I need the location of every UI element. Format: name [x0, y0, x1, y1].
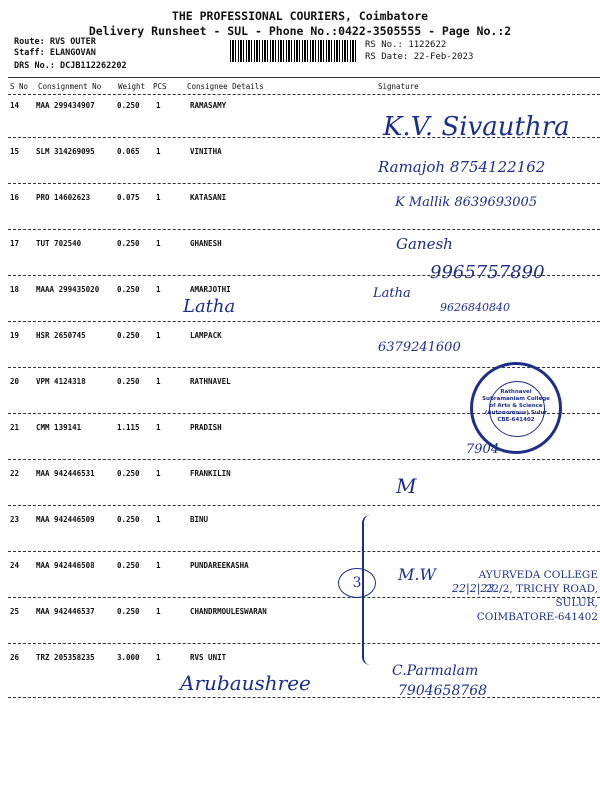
row-consignee: LAMPACK — [190, 331, 222, 340]
row-consignment: CMM 139141 — [36, 423, 82, 432]
phone-row-18: 9626840840 — [440, 301, 510, 314]
document-title: THE PROFESSIONAL COURIERS, Coimbatore — [171, 9, 429, 23]
row-consignee: AMARJOTHI — [190, 285, 231, 294]
row-sno: 24 — [10, 561, 20, 570]
seal-text: Rathnavel Subramaniam College of Arts & Science (Autonomous) Sulur CBE-641402 — [482, 389, 550, 423]
handwritten-name-row-18: Latha — [183, 296, 236, 317]
row-sno: 15 — [10, 147, 20, 156]
row-consignee: PUNDAREEKASHA — [190, 561, 249, 570]
row-weight: 0.250 — [117, 239, 140, 248]
row-consignment: TRZ 205358235 — [36, 653, 95, 662]
col-sno: S No — [10, 82, 29, 91]
row-sno: 18 — [10, 285, 20, 294]
staff-label: Staff: ELANGOVAN — [14, 48, 96, 58]
signature-row-21: 7904 — [466, 442, 500, 457]
row-consignment: MAA 299434907 — [36, 101, 95, 110]
row-consignment: TUT 702540 — [36, 239, 82, 248]
row-consignee: GHANESH — [190, 239, 222, 248]
circled-count: 3 — [338, 568, 376, 598]
row-consignment: MAA 942446531 — [36, 469, 95, 478]
row-consignee: KATASANI — [190, 193, 227, 202]
col-pcs: PCS — [153, 82, 167, 91]
signature-row-17: Ganesh — [396, 235, 453, 253]
row-consignment: MAA 942446509 — [36, 515, 95, 524]
signature-row-22: M — [396, 474, 417, 498]
row-sno: 20 — [10, 377, 20, 386]
row-consignee: CHANDRMOULESWARAN — [190, 607, 267, 616]
handwritten-name-row-26: Arubaushree — [180, 671, 311, 695]
stamp-line-3: SULUR, — [555, 597, 598, 609]
college-seal-stamp — [470, 362, 562, 454]
row-sno: 25 — [10, 607, 20, 616]
row-weight: 0.250 — [117, 469, 140, 478]
college-address-stamp — [440, 568, 598, 624]
signature-row-19: 6379241600 — [378, 340, 461, 355]
divider — [8, 77, 600, 78]
drs-number: DRS No.: DCJB112262202 — [14, 61, 127, 71]
row-sno: 16 — [10, 193, 20, 202]
stamp-line-4: COIMBATORE-641402 — [476, 611, 598, 623]
row-pcs: 1 — [156, 423, 161, 432]
row-weight: 3.000 — [117, 653, 140, 662]
row-consignee: VINITHA — [190, 147, 222, 156]
row-weight: 0.250 — [117, 377, 140, 386]
row-pcs: 1 — [156, 147, 161, 156]
row-consignment: HSR 2650745 — [36, 331, 86, 340]
route-label: Route: RVS OUTER — [14, 37, 96, 47]
row-weight: 0.065 — [117, 147, 140, 156]
row-divider — [8, 229, 600, 230]
row-consignment: MAA 942446537 — [36, 607, 95, 616]
row-divider — [8, 505, 600, 506]
divider — [8, 94, 600, 95]
row-pcs: 1 — [156, 515, 161, 524]
phone-row-26: 7904658768 — [398, 683, 488, 699]
document-subtitle: Delivery Runsheet - SUL - Phone No.:0422-3505555 - Page No.:2 — [88, 24, 512, 38]
barcode — [230, 40, 358, 62]
row-consignment: VPM 4124318 — [36, 377, 86, 386]
row-consignee: PRADISH — [190, 423, 222, 432]
col-consignee: Consignee Details — [187, 82, 264, 91]
signature-row-15: Ramajoh 8754122162 — [378, 158, 546, 176]
rs-number: RS No.: 1122622 — [365, 40, 447, 50]
row-weight: 0.250 — [117, 331, 140, 340]
stamp-line-2: 22/2, TRICHY ROAD, — [485, 583, 598, 595]
row-pcs: 1 — [156, 239, 161, 248]
row-weight: 1.115 — [117, 423, 140, 432]
row-pcs: 1 — [156, 101, 161, 110]
signature-row-14: K.V. Sivauthra — [383, 112, 570, 142]
row-consignment: PRO 14602623 — [36, 193, 91, 202]
row-consignee: BINU — [190, 515, 209, 524]
row-divider — [8, 321, 600, 322]
row-consignment: MAA 942446508 — [36, 561, 95, 570]
row-divider — [8, 459, 600, 460]
col-signature: Signature — [378, 82, 419, 91]
signature-row-24: M.W — [398, 565, 436, 584]
phone-row-17: 9965757890 — [430, 262, 545, 283]
row-weight: 0.075 — [117, 193, 140, 202]
row-weight: 0.250 — [117, 101, 140, 110]
row-consignment: MAAA 299435020 — [36, 285, 100, 294]
row-consignee: RVS UNIT — [190, 653, 227, 662]
row-pcs: 1 — [156, 469, 161, 478]
row-consignee: RAMASAMY — [190, 101, 227, 110]
col-consignment: Consignment No — [38, 82, 102, 91]
row-sno: 17 — [10, 239, 20, 248]
row-divider — [8, 551, 600, 552]
row-pcs: 1 — [156, 561, 161, 570]
row-pcs: 1 — [156, 607, 161, 616]
row-weight: 0.250 — [117, 607, 140, 616]
row-weight: 0.250 — [117, 515, 140, 524]
row-weight: 0.250 — [117, 285, 140, 294]
row-consignee: FRANKILIN — [190, 469, 231, 478]
signature-row-16: K Mallik 8639693005 — [395, 195, 538, 210]
row-pcs: 1 — [156, 377, 161, 386]
row-sno: 21 — [10, 423, 20, 432]
row-pcs: 1 — [156, 653, 161, 662]
rs-date: RS Date: 22-Feb-2023 — [365, 52, 474, 62]
signature-row-18: Latha — [373, 286, 411, 301]
date-row-24: 22|2|23 — [452, 582, 495, 595]
row-sno: 23 — [10, 515, 20, 524]
row-pcs: 1 — [156, 285, 161, 294]
row-consignment: SLM 314269095 — [36, 147, 95, 156]
row-sno: 14 — [10, 101, 20, 110]
col-weight: Weight — [118, 82, 146, 91]
row-sno: 26 — [10, 653, 20, 662]
row-sno: 19 — [10, 331, 20, 340]
row-divider — [8, 697, 600, 698]
row-weight: 0.250 — [117, 561, 140, 570]
bracket-mark — [362, 515, 378, 665]
row-consignee: RATHNAVEL — [190, 377, 231, 386]
row-divider — [8, 183, 600, 184]
row-pcs: 1 — [156, 331, 161, 340]
row-pcs: 1 — [156, 193, 161, 202]
signature-row-26: C.Parmalam — [392, 663, 479, 679]
row-divider — [8, 643, 600, 644]
stamp-line-1: AYURVEDA COLLEGE — [478, 569, 598, 581]
row-sno: 22 — [10, 469, 20, 478]
